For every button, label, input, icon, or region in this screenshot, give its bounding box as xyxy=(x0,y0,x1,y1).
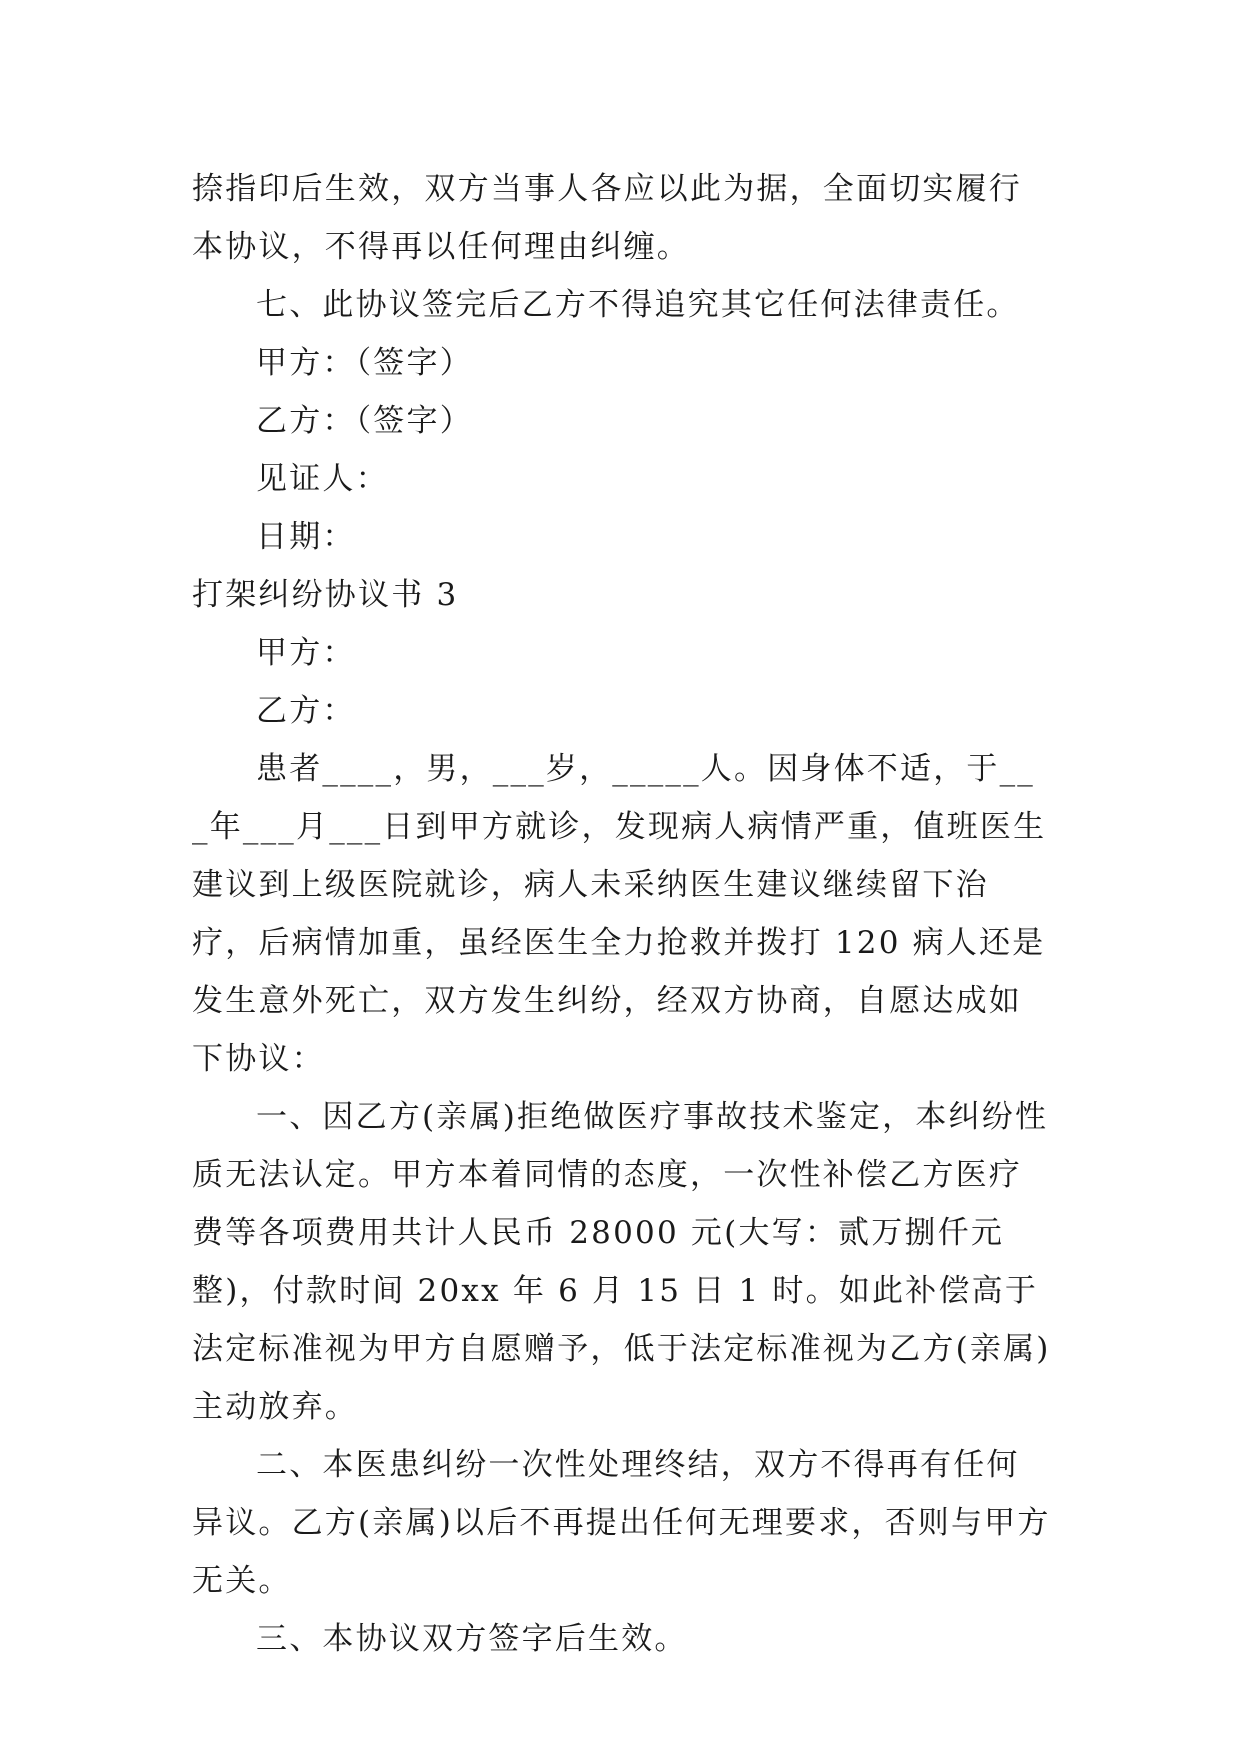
clause-three: 三、本协议双方签字后生效。 xyxy=(256,1621,688,1657)
clause-two: 二、本医患纠纷一次性处理终结，双方不得再有任何异议。乙方(亲属)以后不再提出任何无理要求，否则与甲方无关。 xyxy=(192,1447,1051,1599)
date-line: 日期： xyxy=(256,519,356,555)
paragraph-continuation: 捺指印后生效，双方当事人各应以此为据，全面切实履行本协议，不得再以任何理由纠缠。 xyxy=(192,171,1022,265)
clause-seven: 七、此协议签完后乙方不得追究其它任何法律责任。 xyxy=(256,287,1020,323)
witness-line: 见证人： xyxy=(256,461,389,497)
party-b-signature: 乙方：（签字） xyxy=(256,403,473,439)
party-a-signature: 甲方：（签字） xyxy=(256,345,473,381)
section-title: 打架纠纷协议书 3 xyxy=(192,577,459,613)
document-body xyxy=(192,160,1052,1668)
clause-one: 一、因乙方(亲属)拒绝做医疗事故技术鉴定，本纠纷性质无法认定。甲方本着同情的态度，一次性补偿乙方医疗费等各项费用共计人民币 28000 元(大写：贰万捌仟元整)，付款时间 20xx 年 6 月 15 日 1 时。如此补偿高于法定标准视为甲方自愿赠予，低于法定标准视为乙方(亲属)主动放弃。 xyxy=(192,1099,1051,1425)
party-b-line: 乙方： xyxy=(256,693,356,729)
party-a-line: 甲方： xyxy=(256,635,356,671)
patient-description: 患者____，男，___岁，_____人。因身体不适，于___年___月___日到甲方就诊，发现病人病情严重，值班医生建议到上级医院就诊，病人未采纳医生建议继续留下治疗，后病情加重，虽经医生全力抢救并拨打 120 病人还是发生意外死亡，双方发生纠纷，经双方协商，自愿达成如下协议： xyxy=(192,751,1047,1077)
